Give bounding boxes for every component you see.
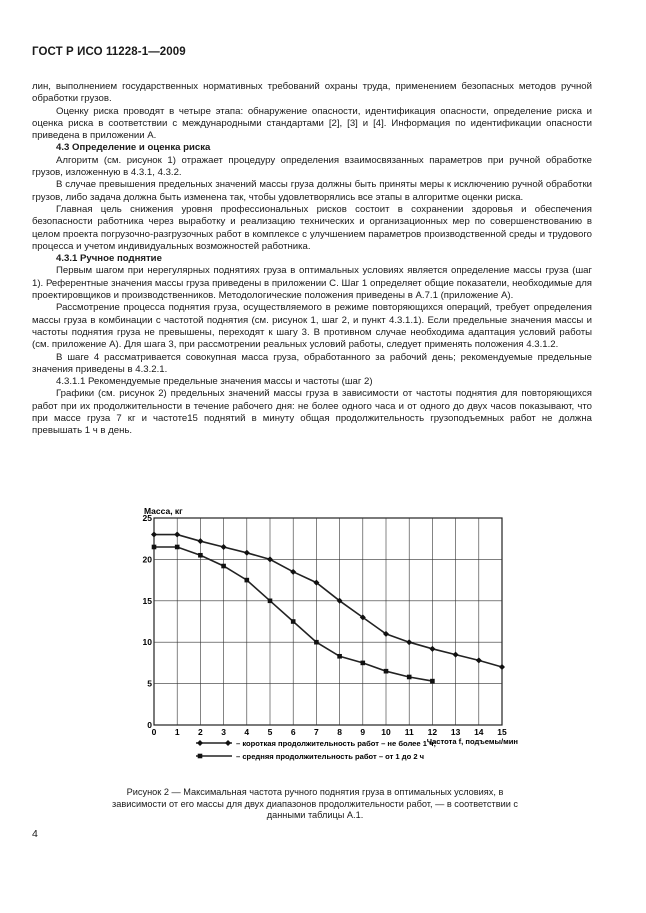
paragraph: Графики (см. рисунок 2) предельных значений массы груза в зависимости от частоты поднятия для повторяющихся работ при их продолжительности в течение рабочего дня: не более одного часа и от одного до двух часов показывают, что при массе груза 7 кг и частоте15 поднятий в минуту общая продолжительность грузоподъемных работ не должна превышать 1 ч в день. — [32, 388, 592, 437]
plot-frame — [154, 518, 502, 725]
data-point — [407, 675, 412, 680]
data-point — [245, 578, 250, 583]
data-point — [175, 545, 180, 550]
x-tick-label: 5 — [267, 727, 273, 737]
legend-label: – короткая продолжительность работ – не более 1 ч; — [236, 739, 437, 748]
paragraph: Первым шагом при нерегулярных поднятиях груза в оптимальных условиях является определение массы груза (шаг 1). Референтные значения массы груза приведены в приложении С. Шаг 1 определяет общие показатели, необходимые для проектировщиков и производственников. Методологические положения приведены в А.7.1 (приложение А). — [32, 265, 592, 302]
legend-marker — [198, 754, 203, 759]
document-header: ГОСТ Р ИСО 11228-1—2009 — [32, 46, 186, 58]
data-point — [384, 669, 389, 674]
data-point — [221, 564, 226, 569]
x-tick-label: 11 — [404, 727, 414, 737]
x-tick-label: 6 — [290, 727, 296, 737]
section-heading: 4.3.1 Ручное поднятие — [56, 253, 162, 265]
x-tick-label: 13 — [450, 727, 461, 737]
x-tick-label: 14 — [474, 727, 484, 737]
data-point — [151, 532, 157, 538]
legend-label: – средняя продолжительность работ – от 1 до 2 ч — [236, 752, 425, 761]
legend-marker — [197, 740, 203, 746]
figure-caption: Рисунок 2 — Максимальная частота ручного поднятия груза в оптимальных условиях, в зависимости от его массы для двух диапазонов продолжительности работ, — в соответствии с данными таблицы А.1. — [112, 787, 518, 821]
x-tick-label: 2 — [198, 727, 203, 737]
data-point — [267, 556, 273, 562]
x-tick-label: 3 — [221, 727, 226, 737]
y-tick-label: 0 — [147, 720, 152, 730]
data-point — [476, 657, 482, 663]
data-point — [430, 679, 435, 684]
data-point — [174, 532, 180, 538]
data-point — [221, 544, 227, 550]
subsection-heading: 4.3.1.1 Рекомендуемые предельные значения массы и частоты (шаг 2) — [56, 376, 373, 388]
paragraph: Рассмотрение процесса поднятия груза, осуществляемого в режиме повторяющихся операций, требует определения массы груза в комбинации с частотой поднятия (см. рисунок 1, шаг 2, и пункт 4.3.1.1). Если предельные значения массы и частоты поднятия груза не превышены, переходят к шагу 3. В противном случае необходима адаптация условий работы (см. приложение А). Для шага 3, при рассмотрении реальных условий работы, следует применять положения 4.3.1.2. — [32, 302, 592, 351]
data-point — [361, 661, 366, 666]
x-tick-label: 4 — [244, 727, 250, 737]
data-point — [406, 639, 412, 645]
x-tick-label: 10 — [381, 727, 391, 737]
x-tick-label: 8 — [337, 727, 342, 737]
data-point — [314, 640, 319, 645]
data-point — [197, 538, 203, 544]
page-number: 4 — [32, 828, 38, 840]
paragraph: В шаге 4 рассматривается совокупная масса груза, обработанного за рабочий день; рекомендуемые предельные значения приведены в 4.3.2.1. — [32, 351, 592, 375]
y-tick-label: 10 — [142, 637, 152, 648]
data-point — [244, 550, 250, 556]
data-point — [198, 553, 203, 558]
x-axis-label: Частота f, подъемы/мин — [426, 737, 518, 746]
x-tick-label: 1 — [174, 727, 180, 737]
y-tick-label: 15 — [142, 595, 152, 606]
y-axis-label: Масса, кг — [144, 506, 183, 516]
data-point — [337, 654, 342, 659]
data-point — [268, 599, 273, 604]
section-heading: 4.3 Определение и оценка риска — [56, 142, 211, 154]
y-tick-label: 20 — [142, 554, 152, 565]
mass-frequency-chart — [116, 506, 526, 783]
x-tick-label: 15 — [497, 727, 507, 737]
x-tick-label: 12 — [427, 727, 438, 737]
paragraph: В случае превышения предельных значений массы груза должны быть приняты меры к исключению ручной обработки грузов, либо задача должна быть изменена так, чтобы удовлетворялись все этапы в алгоритме оценки риска. — [32, 179, 592, 203]
x-tick-label: 0 — [151, 727, 157, 737]
data-point — [499, 664, 505, 670]
paragraph: Главная цель снижения уровня профессиональных рисков состоит в сохранении здоровья и обеспечения безопасности работника через выработку и реализацию технических и организационных мер по совершенствованию в целом проекта погрузочно-разгрузочных работ в комплексе с улучшением параметров производственной среды и трудового процесса и учетом индивидуальных возможностей работника. — [32, 203, 592, 252]
data-point — [152, 545, 157, 550]
document-body — [32, 81, 592, 438]
paragraph: лин, выполнением государственных нормативных требований охраны труда, применением безопасных методов ручной обработки грузов. — [32, 81, 592, 105]
data-point — [429, 646, 435, 652]
paragraph: Оценку риска проводят в четыре этапа: обнаружение опасности, идентификация опасности, определение риска и оценка риска в соответствии с международными стандартами [2], [3] и [4]. Информация по идентификации опасности приведена в приложении А. — [32, 105, 592, 142]
y-tick-label: 25 — [142, 513, 152, 523]
data-point — [290, 569, 296, 575]
x-tick-label: 9 — [360, 727, 366, 737]
paragraph: Алгоритм (см. рисунок 1) отражает процедуру определения взаимосвязанных параметров при ручной обработке грузов, изложенную в 4.3.1, 4.3.2. — [32, 154, 592, 179]
legend-marker — [225, 740, 231, 746]
y-tick-label: 5 — [147, 678, 152, 689]
x-tick-label: 7 — [314, 727, 319, 737]
data-point — [291, 619, 296, 624]
data-point — [453, 652, 459, 658]
